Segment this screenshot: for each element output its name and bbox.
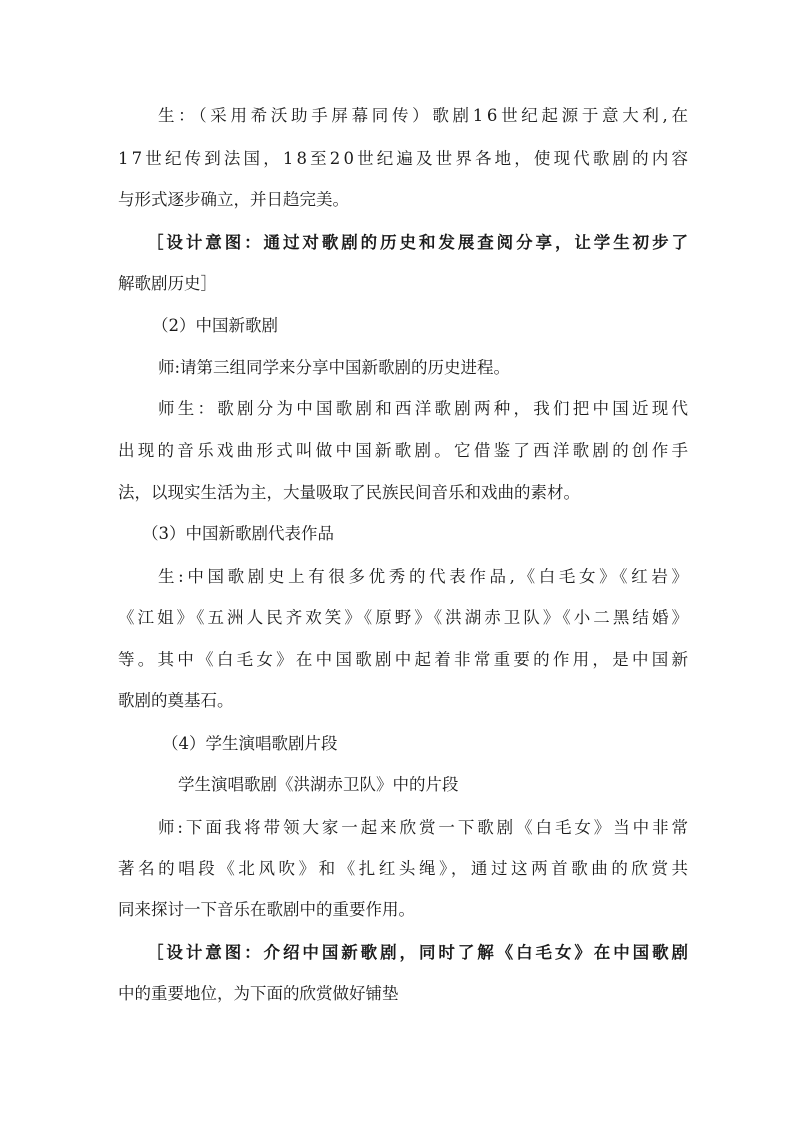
paragraph-line: 师:请第三组同学来分享中国新歌剧的历史进程。 bbox=[158, 358, 511, 377]
paragraph-line: 解歌剧历史］ bbox=[118, 274, 217, 293]
paragraph-line: 与形式逐步确立，并日趋完美。 bbox=[118, 190, 349, 209]
paragraph-line: 中的重要地位，为下面的欣赏做好铺垫 bbox=[118, 984, 399, 1003]
paragraph-line: 师:下面我将带领大家一起来欣赏一下歌剧《白毛女》当中非常 bbox=[158, 818, 691, 837]
paragraph-line: 学生演唱歌剧《洪湖赤卫队》中的片段 bbox=[178, 775, 459, 794]
section-heading: （2）中国新歌剧 bbox=[152, 316, 278, 335]
paragraph-line: 《江姐》《五洲人民齐欢笑》《原野》《洪湖赤卫队》《小二黑结婚》 bbox=[118, 608, 692, 627]
paragraph-line: 师生：歌剧分为中国歌剧和西洋歌剧两种，我们把中国近现代 bbox=[158, 399, 692, 418]
paragraph-line: 法，以现实生活为主，大量吸取了民族民间音乐和戏曲的素材。 bbox=[118, 483, 580, 502]
paragraph-line: 生：（采用希沃助手屏幕同传）歌剧16世纪起源于意大利,在 bbox=[158, 106, 692, 125]
section-heading: （4）学生演唱歌剧片段 bbox=[162, 734, 338, 753]
paragraph-line: 著名的唱段《北风吹》和《扎红头绳》，通过这两首歌曲的欣赏共 bbox=[118, 859, 692, 878]
paragraph-line: 出现的音乐戏曲形式叫做中国新歌剧。它借鉴了西洋歌剧的创作手 bbox=[118, 441, 692, 460]
paragraph-line: 生:中国歌剧史上有很多优秀的代表作品,《白毛女》《红岩》 bbox=[158, 567, 692, 586]
design-intent-line: ［设计意图：介绍中国新歌剧，同时了解《白毛女》在中国歌剧 bbox=[147, 943, 691, 962]
paragraph-line: 等。其中《白毛女》在中国歌剧中起着非常重要的作用，是中国新 bbox=[118, 650, 692, 669]
paragraph-line: 同来探讨一下音乐在歌剧中的重要作用。 bbox=[118, 900, 415, 919]
design-intent-line: ［设计意图：通过对歌剧的历史和发展查阅分享，让学生初步了 bbox=[147, 233, 691, 252]
paragraph-line: 17世纪传到法国，18至20世纪遍及世界各地，使现代歌剧的内容 bbox=[118, 149, 692, 168]
section-heading: （3）中国新歌剧代表作品 bbox=[142, 524, 334, 543]
paragraph-line: 歌剧的奠基石。 bbox=[118, 691, 234, 710]
